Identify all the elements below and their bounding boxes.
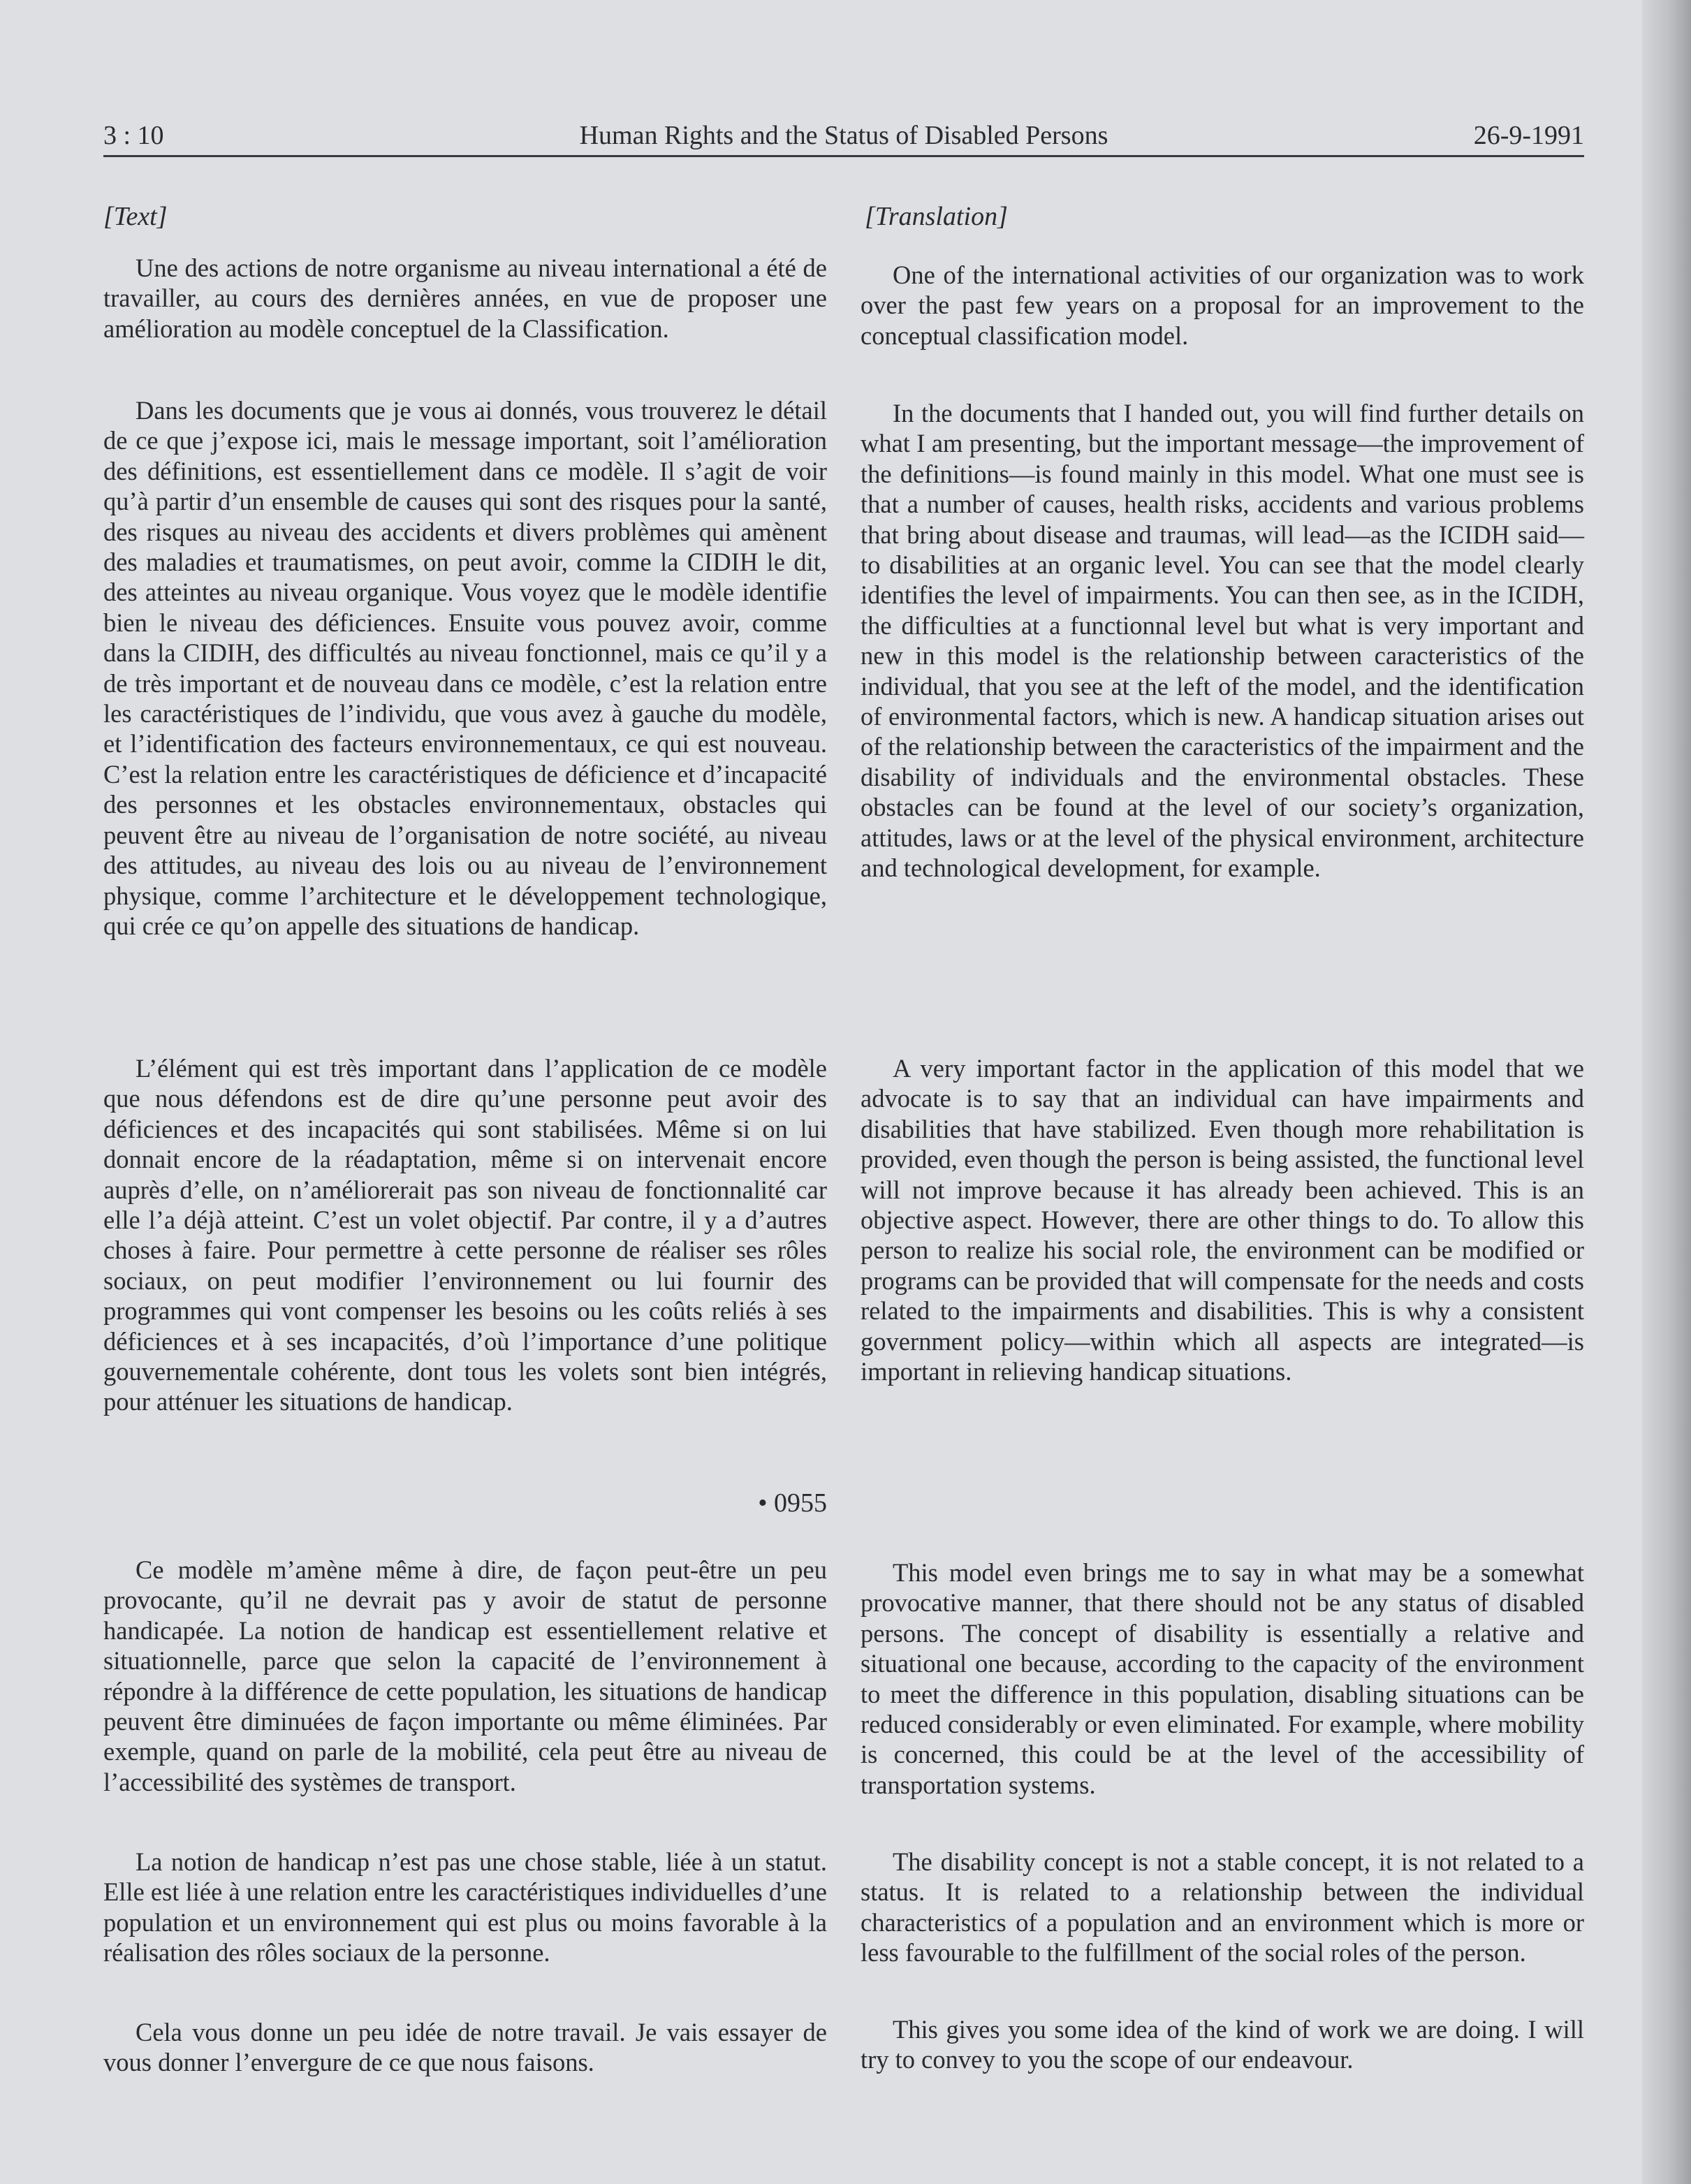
english-paragraph-6: This gives you some idea of the kind of work we are doing. I will try to convey to you the scope of our endeavour.	[861, 2015, 1584, 2074]
header-date: 26-9-1991	[1473, 121, 1584, 150]
english-paragraph-2: In the documents that I handed out, you will find further details on what I am presenting, but the important message—the improvement of the definitions—is found mainly in this model. What one must see is that a number of causes, health risks, accidents and various problems that bring about disease and traumas, will lead—as the ICIDH said—to disabilities at an organic level. You can see that the model clearly identifies the level of impairments. You can then see, as in the ICIDH, the difficulties at a functionnal level but what is very important and new in this model is the relationship between caracteristics of the individual, that you see at the left of the model, and the identification of environmental factors, which is new. A handicap situation arises out of the relationship between the caracteristics of the impairment and the disability of individuals and the environmental obstacles. These obstacles can be found at the level of our society’s organization, attitudes, laws or at the level of the physical environment, architecture and technological development, for example.	[861, 399, 1584, 883]
french-paragraph-6: Cela vous donne un peu idée de notre travail. Je vais essayer de vous donner l’envergure de ce que nous faisons.	[103, 2018, 827, 2077]
translation-label: [Translation]	[865, 202, 1008, 231]
text-label-word: Text	[113, 202, 157, 231]
english-paragraph-5: The disability concept is not a stable concept, it is not related to a status. It is related to a relationship between the individual characteristics of a population and an environment which is more or less favourable to the fulfillment of the social roles of the person.	[861, 1847, 1584, 1967]
time-marker: • 0955	[758, 1488, 827, 1518]
french-paragraph-3: L’élément qui est très important dans l’application de ce modèle que nous défendons est de dire qu’une personne peut avoir des déficiences et des incapacités qui sont stabilisées. Même si on lui donnait encore de la réadaptation, même si on intervenait encore auprès d’elle, on n’améliorerait pas son niveau de fonctionnalité car elle l’a déjà atteint. C’est un volet objectif. Par contre, il y a d’autres choses à faire. Pour permettre à cette personne de réaliser ses rôles sociaux, on peut modifier l’environnement ou lui fournir des programmes qui vont compenser les besoins ou les coûts reliés à ses déficiences et à ses incapacités, d’où l’importance d’une politique gouvernementale cohérente, dont tous les volets sont bien intégrés, pour atténuer les situations de handicap.	[103, 1054, 827, 1416]
text-label: [Text]	[103, 202, 168, 231]
french-paragraph-4: Ce modèle m’amène même à dire, de façon peut-être un peu provocante, qu’il ne devrait pas y avoir de statut de personne handicapée. La notion de handicap est essentiellement relative et situationnelle, parce que selon la capacité de l’environnement à répondre à la différence de cette population, les situations de handicap peuvent être diminuées de façon importante ou même éliminées. Par exemple, quand on parle de la mobilité, cela peut être au niveau de l’accessibilité des systèmes de transport.	[103, 1555, 827, 1796]
english-paragraph-1: One of the international activities of our organization was to work over the past few years on a proposal for an improvement to the conceptual classification model.	[861, 261, 1584, 350]
english-paragraph-3: A very important factor in the application of this model that we advocate is to say that an individual can have impairments and disabilities that have stabilized. Even though more rehabilitation is provided, even though the person is being assisted, the functional level will not improve because it has already been achieved. This is an objective aspect. However, there are other things to do. To allow this person to realize his social role, the environment can be modified or programs can be provided that will compensate for the needs and costs related to the impairments and disabilities. This is why a consistent government policy—within which all aspects are integrated—is important in relieving handicap situations.	[861, 1054, 1584, 1386]
french-paragraph-2: Dans les documents que je vous ai donnés, vous trouverez le détail de ce que j’expose ici, mais le message important, soit l’amélioration des définitions, est essentiellement dans ce modèle. Il s’agit de voir qu’à partir d’un ensemble de causes qui sont des risques pour la santé, des risques au niveau des accidents et divers problèmes qui amènent des maladies et traumatismes, on peut avoir, comme la CIDIH le dit, des atteintes au niveau organique. Vous voyez que le modèle identifie bien le niveau des déficiences. Ensuite vous pouvez avoir, comme dans la CIDIH, des difficultés au niveau fonctionnel, mais ce qu’il y a de très important et de nouveau dans ce modèle, c’est la relation entre les caractéristiques de l’individu, que vous avez à gauche du modèle, et l’identification des facteurs environnementaux, ce qui est nouveau. C’est la relation entre les caractéristiques de déficience et d’incapacité des personnes et les obstacles environnementaux, obstacles qui peuvent être au niveau de l’organisation de notre société, au niveau des attitudes, au niveau des lois ou au niveau de l’environnement physique, comme l’architecture et le développement technologique, qui crée ce qu’on appelle des situations de handicap.	[103, 396, 827, 940]
page-edge-shadow	[1642, 0, 1691, 2184]
french-paragraph-5: La notion de handicap n’est pas une chose stable, liée à un statut. Elle est liée à une relation entre les caractéristiques individuelles d’une population et un environnement qui est plus ou moins favorable à la réalisation des rôles sociaux de la personne.	[103, 1847, 827, 1967]
translation-label-word: Translation	[874, 202, 998, 231]
french-paragraph-1: Une des actions de notre organisme au niveau international a été de travailler, au cours des dernières années, en vue de proposer une amélioration au modèle conceptuel de la Classification.	[103, 254, 827, 343]
page-reference: 3 : 10	[103, 121, 164, 150]
english-paragraph-4: This model even brings me to say in what may be a somewhat provocative manner, that there should not be any status of disabled persons. The concept of disability is essentially a relative and situational one because, according to the capacity of the environment to meet the difference in this population, disabling situations can be reduced considerably or even eliminated. For example, where mobility is concerned, this could be at the level of the accessibility of transportation systems.	[861, 1558, 1584, 1799]
header-title: Human Rights and the Status of Disabled Persons	[579, 121, 1108, 150]
running-header	[103, 116, 1584, 157]
